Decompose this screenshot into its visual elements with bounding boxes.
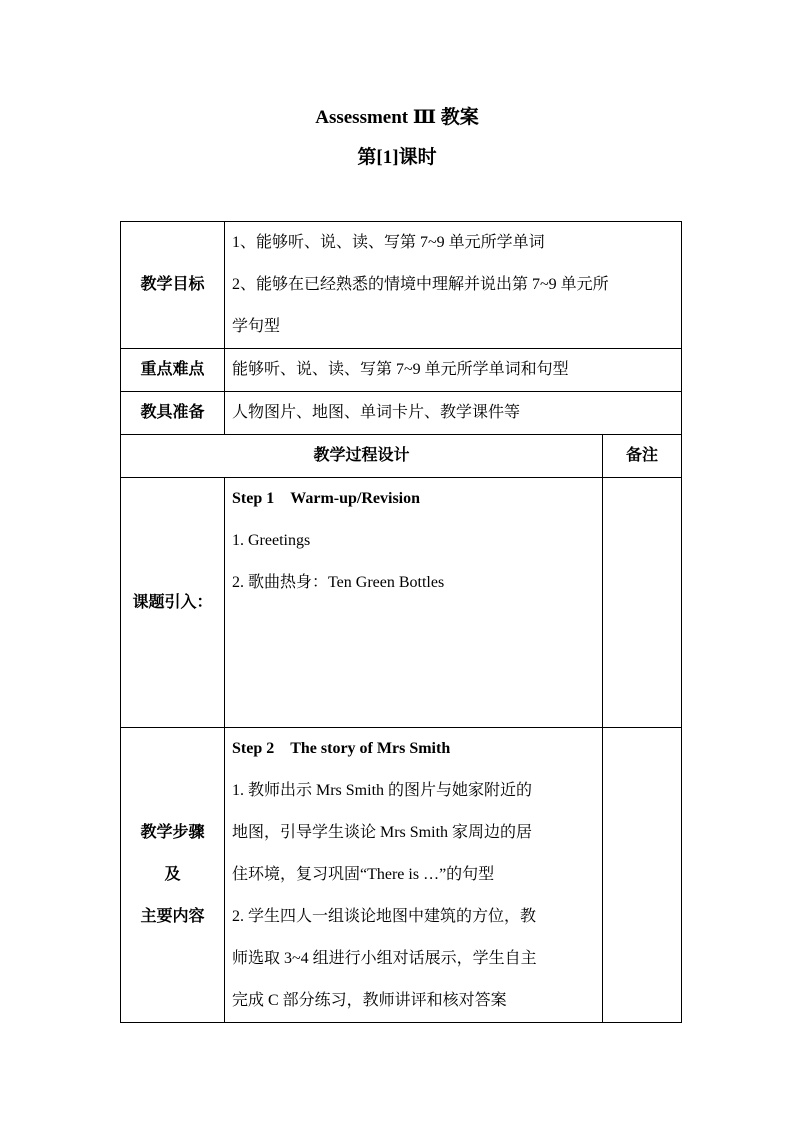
main-label bbox=[121, 728, 225, 1023]
materials-content: 人物图片、地图、单词卡片、教学课件等 bbox=[225, 392, 682, 435]
key-points-label: 重点难点 bbox=[121, 349, 225, 392]
materials-label: 教具准备 bbox=[121, 392, 225, 435]
intro-label: 课题引入： bbox=[121, 478, 225, 728]
main-content bbox=[225, 728, 603, 1023]
notes-header: 备注 bbox=[603, 435, 682, 478]
main-line: 地图，引导学生谈论 Mrs Smith 家周边的居 bbox=[232, 824, 533, 841]
intro-line: 2. 歌曲热身：Ten Green Bottles bbox=[232, 574, 445, 591]
main-row bbox=[121, 728, 682, 1023]
goals-line: 2、能够在已经熟悉的情境中理解并说出第 7~9 单元所 bbox=[232, 276, 609, 293]
goals-label: 教学目标 bbox=[121, 222, 225, 349]
main-line: 1. 教师出示 Mrs Smith 的图片与她家附近的 bbox=[232, 782, 533, 799]
main-line: 住环境，复习巩固“There is …”的句型 bbox=[232, 866, 495, 883]
goals-line: 学句型 bbox=[232, 318, 281, 335]
materials-row bbox=[121, 392, 682, 435]
main-step-title: Step 2 The story of Mrs Smith bbox=[232, 740, 451, 757]
main-line: 师选取 3~4 组进行小组对话展示，学生自主 bbox=[232, 950, 537, 967]
main-label-line: 及 bbox=[164, 866, 181, 883]
main-line: 完成 C 部分练习，教师讲评和核对答案 bbox=[232, 992, 507, 1009]
main-label-line: 主要内容 bbox=[140, 908, 205, 925]
intro-step-title: Step 1 Warm-up/Revision bbox=[232, 490, 421, 507]
intro-row bbox=[121, 478, 682, 728]
intro-content bbox=[225, 478, 603, 728]
document-title: Assessment Ⅲ 教案 bbox=[315, 107, 479, 128]
key-points-row bbox=[121, 349, 682, 392]
lesson-period: 第[1]课时 bbox=[357, 147, 437, 168]
main-notes bbox=[603, 728, 682, 1023]
main-line: 2. 学生四人一组谈论地图中建筑的方位，教 bbox=[232, 908, 537, 925]
intro-line: 1. Greetings bbox=[232, 532, 311, 549]
goals-content bbox=[225, 222, 682, 349]
lesson-plan-table bbox=[120, 221, 682, 1023]
process-header-row bbox=[121, 435, 682, 478]
process-design-header: 教学过程设计 bbox=[121, 435, 603, 478]
key-points-content: 能够听、说、读、写第 7~9 单元所学单词和句型 bbox=[225, 349, 682, 392]
goals-row bbox=[121, 222, 682, 349]
intro-notes bbox=[603, 478, 682, 728]
main-label-line: 教学步骤 bbox=[140, 824, 205, 841]
goals-line: 1、能够听、说、读、写第 7~9 单元所学单词 bbox=[232, 234, 545, 251]
